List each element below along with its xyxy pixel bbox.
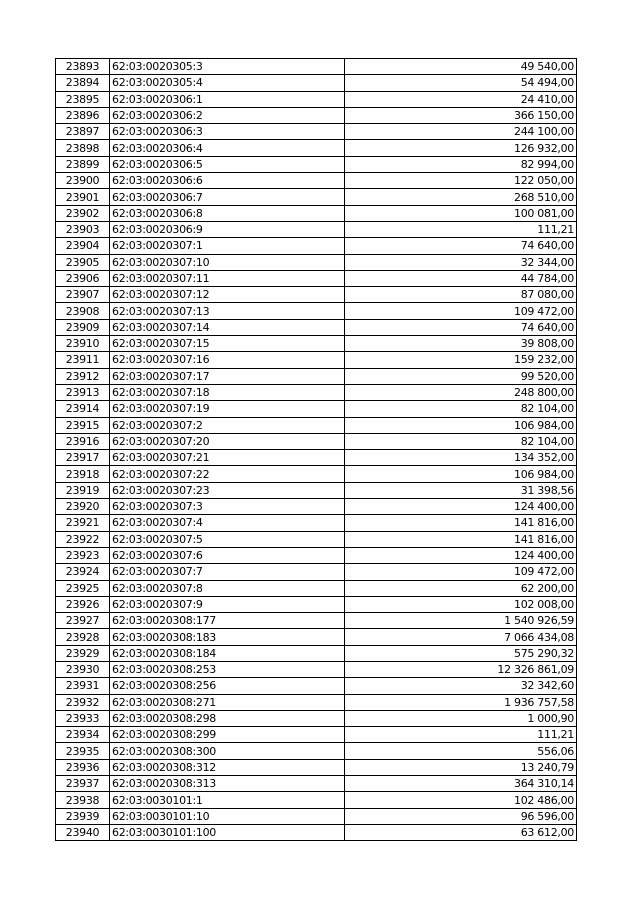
cadastral-value-cell: 556,06 (345, 743, 577, 759)
table-row (56, 384, 577, 400)
cadastral-number-cell: 62:03:0020307:12 (110, 287, 345, 303)
cadastral-number-cell: 62:03:0020306:4 (110, 140, 345, 156)
row-number-cell: 23907 (56, 287, 110, 303)
cadastral-number-cell: 62:03:0020306:8 (110, 205, 345, 221)
cadastral-number-cell: 62:03:0020307:1 (110, 238, 345, 254)
cadastral-value-cell: 12 326 861,09 (345, 661, 577, 677)
table-row (56, 678, 577, 694)
row-number-cell: 23938 (56, 792, 110, 808)
table-row (56, 580, 577, 596)
row-number-cell: 23927 (56, 613, 110, 629)
table-row (56, 107, 577, 123)
cadastral-number-cell: 62:03:0020307:15 (110, 336, 345, 352)
cadastral-number-cell: 62:03:0020308:183 (110, 629, 345, 645)
row-number-cell: 23913 (56, 384, 110, 400)
cadastral-value-cell: 102 008,00 (345, 596, 577, 612)
row-number-cell: 23939 (56, 808, 110, 824)
cadastral-value-cell: 62 200,00 (345, 580, 577, 596)
row-number-cell: 23924 (56, 564, 110, 580)
table-row (56, 156, 577, 172)
row-number-cell: 23930 (56, 661, 110, 677)
cadastral-value-table (55, 58, 577, 841)
row-number-cell: 23923 (56, 547, 110, 563)
row-number-cell: 23905 (56, 254, 110, 270)
cadastral-number-cell: 62:03:0020308:298 (110, 710, 345, 726)
row-number-cell: 23901 (56, 189, 110, 205)
row-number-cell: 23893 (56, 59, 110, 75)
cadastral-number-cell: 62:03:0020308:253 (110, 661, 345, 677)
table-row (56, 59, 577, 75)
cadastral-value-cell: 126 932,00 (345, 140, 577, 156)
cadastral-value-cell: 39 808,00 (345, 336, 577, 352)
table-row (56, 303, 577, 319)
table-row (56, 189, 577, 205)
cadastral-value-cell: 141 816,00 (345, 531, 577, 547)
cadastral-number-cell: 62:03:0020307:10 (110, 254, 345, 270)
cadastral-value-cell: 109 472,00 (345, 303, 577, 319)
table-row (56, 254, 577, 270)
cadastral-number-cell: 62:03:0020307:9 (110, 596, 345, 612)
cadastral-number-cell: 62:03:0020308:313 (110, 776, 345, 792)
cadastral-number-cell: 62:03:0020306:6 (110, 173, 345, 189)
cadastral-value-cell: 134 352,00 (345, 450, 577, 466)
table-row (56, 547, 577, 563)
cadastral-number-cell: 62:03:0020308:299 (110, 727, 345, 743)
row-number-cell: 23933 (56, 710, 110, 726)
cadastral-value-cell: 102 486,00 (345, 792, 577, 808)
table-row (56, 352, 577, 368)
cadastral-value-cell: 31 398,56 (345, 482, 577, 498)
table-row (56, 743, 577, 759)
cadastral-number-cell: 62:03:0020307:13 (110, 303, 345, 319)
cadastral-value-cell: 122 050,00 (345, 173, 577, 189)
table-row (56, 531, 577, 547)
cadastral-value-cell: 106 984,00 (345, 466, 577, 482)
table-row (56, 792, 577, 808)
cadastral-value-cell: 7 066 434,08 (345, 629, 577, 645)
cadastral-number-cell: 62:03:0020306:2 (110, 107, 345, 123)
cadastral-number-cell: 62:03:0020306:9 (110, 221, 345, 237)
cadastral-number-cell: 62:03:0030101:1 (110, 792, 345, 808)
row-number-cell: 23916 (56, 433, 110, 449)
row-number-cell: 23904 (56, 238, 110, 254)
table-row (56, 759, 577, 775)
row-number-cell: 23935 (56, 743, 110, 759)
cadastral-number-cell: 62:03:0020307:6 (110, 547, 345, 563)
table-row (56, 596, 577, 612)
cadastral-number-cell: 62:03:0020307:22 (110, 466, 345, 482)
cadastral-value-cell: 109 472,00 (345, 564, 577, 580)
table-row (56, 417, 577, 433)
cadastral-value-cell: 111,21 (345, 727, 577, 743)
cadastral-value-cell: 87 080,00 (345, 287, 577, 303)
cadastral-value-cell: 106 984,00 (345, 417, 577, 433)
table-row (56, 710, 577, 726)
cadastral-value-cell: 124 400,00 (345, 547, 577, 563)
cadastral-number-cell: 62:03:0020308:312 (110, 759, 345, 775)
table-row (56, 450, 577, 466)
table-row (56, 645, 577, 661)
table-row (56, 515, 577, 531)
row-number-cell: 23899 (56, 156, 110, 172)
cadastral-value-cell: 32 342,60 (345, 678, 577, 694)
table-row (56, 221, 577, 237)
cadastral-number-cell: 62:03:0020306:7 (110, 189, 345, 205)
cadastral-number-cell: 62:03:0020306:3 (110, 124, 345, 140)
row-number-cell: 23932 (56, 694, 110, 710)
cadastral-number-cell: 62:03:0020307:4 (110, 515, 345, 531)
cadastral-value-cell: 44 784,00 (345, 270, 577, 286)
table-row (56, 368, 577, 384)
cadastral-value-cell: 100 081,00 (345, 205, 577, 221)
table-body (56, 59, 577, 841)
cadastral-number-cell: 62:03:0020306:1 (110, 91, 345, 107)
cadastral-number-cell: 62:03:0020307:17 (110, 368, 345, 384)
table-row (56, 727, 577, 743)
row-number-cell: 23896 (56, 107, 110, 123)
row-number-cell: 23931 (56, 678, 110, 694)
cadastral-value-cell: 99 520,00 (345, 368, 577, 384)
row-number-cell: 23929 (56, 645, 110, 661)
cadastral-number-cell: 62:03:0020307:19 (110, 401, 345, 417)
cadastral-value-cell: 1 000,90 (345, 710, 577, 726)
row-number-cell: 23897 (56, 124, 110, 140)
cadastral-number-cell: 62:03:0020306:5 (110, 156, 345, 172)
table-row (56, 661, 577, 677)
cadastral-number-cell: 62:03:0020307:7 (110, 564, 345, 580)
table-row (56, 336, 577, 352)
cadastral-value-cell: 364 310,14 (345, 776, 577, 792)
table-row (56, 808, 577, 824)
cadastral-value-cell: 49 540,00 (345, 59, 577, 75)
row-number-cell: 23908 (56, 303, 110, 319)
row-number-cell: 23926 (56, 596, 110, 612)
table-row (56, 205, 577, 221)
cadastral-value-cell: 74 640,00 (345, 238, 577, 254)
row-number-cell: 23936 (56, 759, 110, 775)
row-number-cell: 23915 (56, 417, 110, 433)
row-number-cell: 23934 (56, 727, 110, 743)
cadastral-number-cell: 62:03:0020307:21 (110, 450, 345, 466)
row-number-cell: 23895 (56, 91, 110, 107)
row-number-cell: 23909 (56, 319, 110, 335)
cadastral-number-cell: 62:03:0020307:11 (110, 270, 345, 286)
table-row (56, 124, 577, 140)
cadastral-value-cell: 74 640,00 (345, 319, 577, 335)
table-row (56, 173, 577, 189)
table-row (56, 140, 577, 156)
cadastral-number-cell: 62:03:0030101:10 (110, 808, 345, 824)
cadastral-number-cell: 62:03:0020307:14 (110, 319, 345, 335)
row-number-cell: 23894 (56, 75, 110, 91)
table-row (56, 319, 577, 335)
row-number-cell: 23940 (56, 824, 110, 840)
row-number-cell: 23921 (56, 515, 110, 531)
table-row (56, 613, 577, 629)
cadastral-value-cell: 24 410,00 (345, 91, 577, 107)
cadastral-number-cell: 62:03:0020305:4 (110, 75, 345, 91)
cadastral-number-cell: 62:03:0020307:16 (110, 352, 345, 368)
row-number-cell: 23922 (56, 531, 110, 547)
cadastral-value-cell: 124 400,00 (345, 499, 577, 515)
table-row (56, 466, 577, 482)
cadastral-value-cell: 96 596,00 (345, 808, 577, 824)
row-number-cell: 23920 (56, 499, 110, 515)
cadastral-value-cell: 268 510,00 (345, 189, 577, 205)
cadastral-value-cell: 159 232,00 (345, 352, 577, 368)
table-row (56, 287, 577, 303)
table-row (56, 238, 577, 254)
cadastral-value-cell: 82 994,00 (345, 156, 577, 172)
row-number-cell: 23898 (56, 140, 110, 156)
cadastral-number-cell: 62:03:0020308:300 (110, 743, 345, 759)
cadastral-value-cell: 575 290,32 (345, 645, 577, 661)
cadastral-number-cell: 62:03:0020307:2 (110, 417, 345, 433)
cadastral-value-cell: 54 494,00 (345, 75, 577, 91)
row-number-cell: 23900 (56, 173, 110, 189)
cadastral-number-cell: 62:03:0020308:256 (110, 678, 345, 694)
row-number-cell: 23912 (56, 368, 110, 384)
table-row (56, 433, 577, 449)
table-row (56, 824, 577, 840)
cadastral-value-cell: 82 104,00 (345, 401, 577, 417)
cadastral-number-cell: 62:03:0020307:3 (110, 499, 345, 515)
cadastral-number-cell: 62:03:0020308:177 (110, 613, 345, 629)
cadastral-value-cell: 63 612,00 (345, 824, 577, 840)
cadastral-value-cell: 32 344,00 (345, 254, 577, 270)
cadastral-value-cell: 82 104,00 (345, 433, 577, 449)
row-number-cell: 23917 (56, 450, 110, 466)
cadastral-value-cell: 366 150,00 (345, 107, 577, 123)
row-number-cell: 23918 (56, 466, 110, 482)
table-row (56, 694, 577, 710)
table-row (56, 270, 577, 286)
table-row (56, 482, 577, 498)
table-row (56, 499, 577, 515)
row-number-cell: 23925 (56, 580, 110, 596)
cadastral-number-cell: 62:03:0020308:271 (110, 694, 345, 710)
cadastral-number-cell: 62:03:0020307:8 (110, 580, 345, 596)
cadastral-value-cell: 1 936 757,58 (345, 694, 577, 710)
table-row (56, 75, 577, 91)
row-number-cell: 23928 (56, 629, 110, 645)
table-row (56, 401, 577, 417)
table-row (56, 776, 577, 792)
row-number-cell: 23911 (56, 352, 110, 368)
cadastral-value-cell: 111,21 (345, 221, 577, 237)
cadastral-value-cell: 248 800,00 (345, 384, 577, 400)
cadastral-value-cell: 13 240,79 (345, 759, 577, 775)
row-number-cell: 23919 (56, 482, 110, 498)
cadastral-value-cell: 141 816,00 (345, 515, 577, 531)
row-number-cell: 23937 (56, 776, 110, 792)
row-number-cell: 23906 (56, 270, 110, 286)
table-row (56, 564, 577, 580)
cadastral-number-cell: 62:03:0030101:100 (110, 824, 345, 840)
cadastral-number-cell: 62:03:0020305:3 (110, 59, 345, 75)
table-row (56, 91, 577, 107)
cadastral-value-cell: 244 100,00 (345, 124, 577, 140)
cadastral-number-cell: 62:03:0020307:5 (110, 531, 345, 547)
cadastral-number-cell: 62:03:0020307:23 (110, 482, 345, 498)
row-number-cell: 23914 (56, 401, 110, 417)
cadastral-value-cell: 1 540 926,59 (345, 613, 577, 629)
row-number-cell: 23902 (56, 205, 110, 221)
table-row (56, 629, 577, 645)
cadastral-number-cell: 62:03:0020307:18 (110, 384, 345, 400)
cadastral-number-cell: 62:03:0020308:184 (110, 645, 345, 661)
cadastral-number-cell: 62:03:0020307:20 (110, 433, 345, 449)
row-number-cell: 23903 (56, 221, 110, 237)
row-number-cell: 23910 (56, 336, 110, 352)
